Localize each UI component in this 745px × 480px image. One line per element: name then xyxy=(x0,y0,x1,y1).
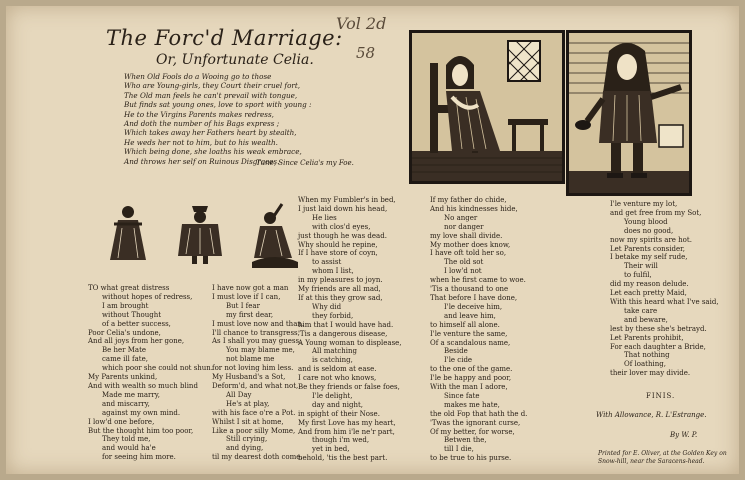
verse-line: He lies xyxy=(312,213,337,222)
verse-line: Since fate xyxy=(444,391,480,400)
verse-line: All matching xyxy=(312,347,358,356)
verse-line: Young blood xyxy=(624,217,668,226)
ballad-subtitle: Or, Unfortunate Celia. xyxy=(156,52,314,68)
verse-line: My first Love has my heart, xyxy=(298,418,396,427)
verse-line: I'le be happy and poor, xyxy=(430,374,512,383)
verse-line: I am brought xyxy=(102,301,149,310)
verse-line: Be her Mate xyxy=(102,346,147,355)
verse-line: and miscarry, xyxy=(102,399,150,408)
verse-line: Like a poor silly Mome, xyxy=(212,426,296,435)
verse-line: And his kindnesses hide, xyxy=(430,204,518,213)
verse-line: the old Fop that hath the d. xyxy=(430,409,528,418)
verse-line: But the thought him too poor, xyxy=(88,426,194,435)
verse-line: they forbid, xyxy=(312,311,354,320)
verse-line: though i'm wed, xyxy=(312,436,370,445)
verse-line: No anger xyxy=(444,213,478,222)
verse-line: not blame me xyxy=(226,355,275,364)
broadside-sheet xyxy=(6,6,739,474)
verse-line: As I shall you may guess, xyxy=(212,337,302,346)
verse-line: Of my better, for worse, xyxy=(430,427,515,436)
verse-line: My Husband's a Sot, xyxy=(212,373,286,382)
verse-line: 'Twas the ignorant curse, xyxy=(430,418,521,427)
verse-line: I'le cide xyxy=(444,356,473,365)
verse-line: behold, 'tis the best part. xyxy=(298,454,388,463)
verse-line: and dying, xyxy=(226,444,264,453)
verse-line: My Parents unkind, xyxy=(88,373,158,382)
intro-line: When Old Fools do a Wooing go to those xyxy=(124,72,272,81)
verse-line: to fulfil, xyxy=(624,271,652,280)
verse-line: I betake my self rude, xyxy=(610,253,688,262)
verse-line: for not loving him less. xyxy=(212,364,294,373)
verse-line: He's at play, xyxy=(226,399,270,408)
verse-line: I must love now and than. xyxy=(212,319,305,328)
verse-line: You may blame me, xyxy=(226,346,295,355)
verse-line: makes me hate, xyxy=(444,400,500,409)
verse-line: just though he was dead. xyxy=(298,231,387,240)
verse-line: lest by these she's betrayd. xyxy=(610,324,707,333)
verse-line: Let each pretty Maid, xyxy=(610,289,687,298)
intro-line: Which takes away her Fathers heart by stealth, xyxy=(124,128,297,138)
verse-line: Be they friends or false foes, xyxy=(298,383,400,392)
intro-line: And throws her self on Ruinous Disgraces. xyxy=(124,156,280,166)
verse-line: did my reason delude. xyxy=(610,280,689,289)
verse-line: That before I have done, xyxy=(430,293,518,302)
verse-line: till I die, xyxy=(444,445,474,454)
verse-line: without hopes of redress, xyxy=(102,292,193,301)
verse-line: in spight of their Nose. xyxy=(298,409,380,418)
verse-line: to himself all alone. xyxy=(430,320,500,329)
verse-line: Beside xyxy=(444,347,468,356)
intro-line: But finds sat young ones, love to sport with young : xyxy=(124,100,312,110)
verse-line: My friends are all mad, xyxy=(298,285,381,294)
verse-line: nor danger xyxy=(444,222,484,231)
verse-line: I have now got a man xyxy=(212,284,289,292)
verse-line: when he first came to woe. xyxy=(430,276,526,285)
intro-line: And doth the number of his Bags express ; xyxy=(124,119,280,129)
intro-line: He weds her not to him, but to his wealth. xyxy=(124,137,278,147)
verse-line: Made me marry, xyxy=(102,390,160,399)
verse-line: does no good, xyxy=(624,226,674,235)
verse-line: day and night, xyxy=(312,400,363,409)
verse-line: which poor she could not shun. xyxy=(102,364,214,373)
verse-line: The old sot xyxy=(444,258,484,267)
verse-line: But I fear xyxy=(226,301,260,310)
intro-verse xyxy=(124,72,414,166)
verse-line: I'le deceive him, xyxy=(444,302,503,311)
verse-line: If at this they grow sad, xyxy=(298,293,383,302)
small-woodcut-kneeling-woman xyxy=(252,202,298,272)
verse-line: I low'd one before, xyxy=(88,417,155,426)
verse-line: whom I list, xyxy=(312,267,354,276)
finis-label: FINIS. xyxy=(646,392,676,400)
verse-line: Whilst I sit at home, xyxy=(212,417,284,426)
ballad-title: The Forc'd Marriage: xyxy=(106,26,343,50)
verse-line: I low'd not xyxy=(444,267,482,276)
verse-line: to be true to his purse. xyxy=(430,454,512,463)
intro-line: He to the Virgins Parents makes redress, xyxy=(124,109,274,119)
verse-line: Why should he repine, xyxy=(298,240,378,249)
verse-line: Still crying, xyxy=(226,435,268,444)
verse-line: Betwen the, xyxy=(444,436,487,445)
verse-line: Their will xyxy=(624,262,658,271)
verse-line: All Day xyxy=(226,390,252,399)
verse-line: and leave him, xyxy=(444,311,496,320)
verse-line: against my own mind. xyxy=(102,408,181,417)
verse-line: Why did xyxy=(312,302,342,311)
verse-line: And with wealth so much blind xyxy=(88,381,198,390)
verse-line: and would ha'e xyxy=(102,444,156,453)
woodcut-gentleman xyxy=(566,30,692,196)
verse-line: I'll chance to transgress, xyxy=(212,328,300,337)
verse-line: And from him i'le ne'r part, xyxy=(298,427,395,436)
intro-line: Which being done, she loaths his weak embrace, xyxy=(124,147,302,157)
imprint-line: Printed for E. Oliver, at the Golden Key on Snow-hill, near the Saracens-head. xyxy=(598,450,727,465)
verse-line: Of a scandalous name, xyxy=(430,338,511,347)
verse-line: and get free from my Sot, xyxy=(610,208,702,217)
verse-line: with clos'd eyes, xyxy=(312,222,371,231)
verse-line: I'le venture my lot, xyxy=(610,200,678,208)
verse-line: I have oft told her so, xyxy=(430,249,507,258)
verse-line: Poor Celia's undone, xyxy=(88,328,161,337)
verse-line: and is seldom at ease. xyxy=(298,365,377,374)
verse-line: I just laid down his head, xyxy=(298,204,388,213)
verse-line: him that I would have had. xyxy=(298,320,394,329)
author-line: By W. P. xyxy=(670,431,698,439)
allowance-line: With Allowance, R. L'Estrange. xyxy=(596,411,707,419)
verse-line: my love shall divide. xyxy=(430,231,503,240)
verse-column-5 xyxy=(610,200,719,378)
verse-line: I must love if I can, xyxy=(212,292,281,301)
verse-line: came ill fate, xyxy=(102,355,148,364)
verse-line: 'Tis a dangerous disease, xyxy=(298,329,388,338)
verse-line: I'le delight, xyxy=(312,391,353,400)
woodcut-seated-woman xyxy=(409,30,565,184)
intro-line: The Old man feels he can't prevail with tongue, xyxy=(124,90,298,100)
verse-column-1 xyxy=(88,284,213,462)
tune-line: Tune, Since Celia's my Foe. xyxy=(256,159,354,167)
verse-line: My mother does know, xyxy=(430,240,511,249)
verse-line: take care xyxy=(624,306,658,315)
verse-line: And all joys from her gone, xyxy=(88,337,185,346)
verse-line: 'Tis a thousand to one xyxy=(430,285,509,294)
verse-line: til my dearest doth come. xyxy=(212,453,303,462)
handwritten-volume: Vol 2d xyxy=(336,14,387,33)
verse-line: of a better success, xyxy=(102,319,171,328)
verse-line: They told me, xyxy=(102,435,151,444)
verse-line: to the one of the game. xyxy=(430,365,513,374)
intro-line: Who are Young-girls, they Court their cruel fort, xyxy=(124,81,301,91)
verse-line: That nothing xyxy=(624,351,670,360)
verse-line: A Young woman to displease, xyxy=(298,338,402,347)
verse-line: without Thought xyxy=(102,310,162,319)
handwritten-number: 58 xyxy=(356,44,376,62)
verse-line: Let Parents prohibit, xyxy=(610,333,684,342)
verse-line: with his face o're a Pot. xyxy=(212,408,296,417)
verse-line: With the man I adore, xyxy=(430,383,508,392)
small-woodcut-lady xyxy=(108,202,148,268)
verse-line: my first dear, xyxy=(226,310,274,319)
verse-line: yet in bed, xyxy=(312,445,350,454)
verse-line: to assist xyxy=(312,258,342,267)
verse-line: in my pleasures to joyn. xyxy=(298,276,383,285)
verse-line: their lover may divide. xyxy=(610,369,691,378)
verse-column-2 xyxy=(212,284,304,462)
verse-line: When my Fumbler's in bed, xyxy=(298,196,396,204)
verse-line: If my father do chide, xyxy=(430,196,507,204)
verse-column-4 xyxy=(430,196,527,463)
small-woodcut-man xyxy=(176,204,224,270)
verse-line: for seeing him more. xyxy=(102,453,176,462)
verse-line: If I have store of coyn, xyxy=(298,249,378,258)
verse-line: For each daughter a Bride, xyxy=(610,342,706,351)
verse-column-3 xyxy=(298,196,402,463)
verse-line: and beware, xyxy=(624,315,668,324)
verse-line: is catching, xyxy=(312,356,353,365)
verse-line: With this heard what I've said, xyxy=(610,297,719,306)
verse-line: TO what great distress xyxy=(88,284,170,292)
verse-line: I'le venture the same, xyxy=(430,329,508,338)
verse-line: I care not who knows, xyxy=(298,374,377,383)
verse-line: Deform'd, and what not, xyxy=(212,381,299,390)
verse-line: Of loathing, xyxy=(624,360,666,369)
verse-line: Let Parents consider, xyxy=(610,244,685,253)
verse-line: now my spirits are hot. xyxy=(610,235,692,244)
